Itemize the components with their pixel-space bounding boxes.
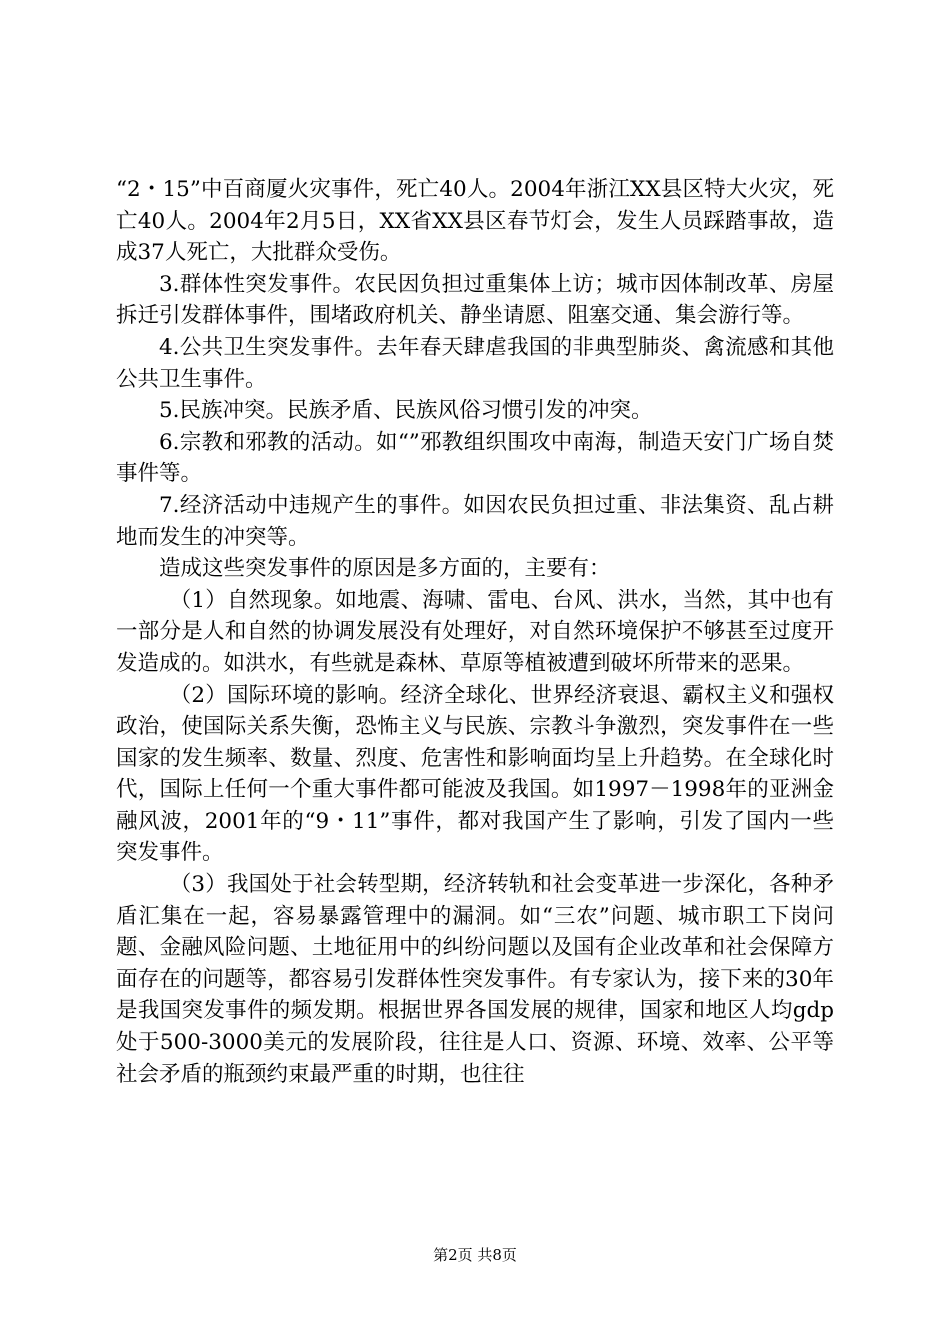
- page-number-footer: 第2页 共8页: [433, 1246, 517, 1264]
- paragraph-religion-cult: 6.宗教和邪教的活动。如“”邪教组织围攻中南海，制造天安门广场自焚事件等。: [116, 429, 834, 487]
- paragraph-public-health: 4.公共卫生突发事件。去年春天肆虐我国的非典型肺炎、禽流感和其他公共卫生事件。: [116, 334, 834, 392]
- paragraph-cause-international: （2）国际环境的影响。经济全球化、世界经济衰退、霸权主义和强权政治，使国际关系失衡，恐怖主义与民族、宗教斗争激烈，突发事件在一些国家的发生频率、数量、烈度、危害性和影响面均呈上升趋势。在全球化时代，国际上任何一个重大事件都可能波及我国。如1997－1998年的亚洲金融风波，2001年的“9・11”事件，都对我国产生了影响，引发了国内一些突发事件。: [116, 682, 834, 866]
- paragraph-ethnic-conflict: 5.民族冲突。民族矛盾、民族风俗习惯引发的冲突。: [159, 398, 653, 424]
- document-body: [116, 174, 834, 1090]
- paragraph-causes-intro: 造成这些突发事件的原因是多方面的，主要有：: [159, 556, 611, 582]
- paragraph-cause-social-transition: （3）我国处于社会转型期，经济转轨和社会变革进一步深化，各种矛盾汇集在一起，容易暴露管理中的漏洞。如“三农”问题、城市职工下岗问题、金融风险问题、土地征用中的纠纷问题以及国有企业改革和社会保障方面存在的问题等，都容易引发群体性突发事件。有专家认为，接下来的30年是我国突发事件的频发期。根据世界各国发展的规律，国家和地区人均gdp处于500-3000美元的发展阶段，往往是人口、资源、环境、效率、公平等社会矛盾的瓶颈约束最严重的时期，也往往: [116, 872, 834, 1087]
- paragraph-cause-natural: （1）自然现象。如地震、海啸、雷电、台风、洪水，当然，其中也有一部分是人和自然的协调发展没有处理好，对自然环境保护不够甚至过度开发造成的。如洪水，有些就是森林、草原等植被遭到破坏所带来的恶果。: [116, 587, 834, 676]
- paragraph-economic-violations: 7.经济活动中违规产生的事件。如因农民负担过重、非法集资、乱占耕地而发生的冲突等。: [116, 492, 834, 550]
- paragraph-mass-incidents: 3.群体性突发事件。农民因负担过重集体上访；城市因体制改革、房屋拆迁引发群体事件，围堵政府机关、静坐请愿、阻塞交通、集会游行等。: [116, 271, 834, 329]
- paragraph-fire-events-continued: “2・15”中百商厦火灾事件，死亡40人。2004年浙江XX县区特大火灾，死亡40人。2004年2月5日，XX省XX县区春节灯会，发生人员踩踏事故，造成37人死亡，大批群众受伤。: [116, 177, 834, 266]
